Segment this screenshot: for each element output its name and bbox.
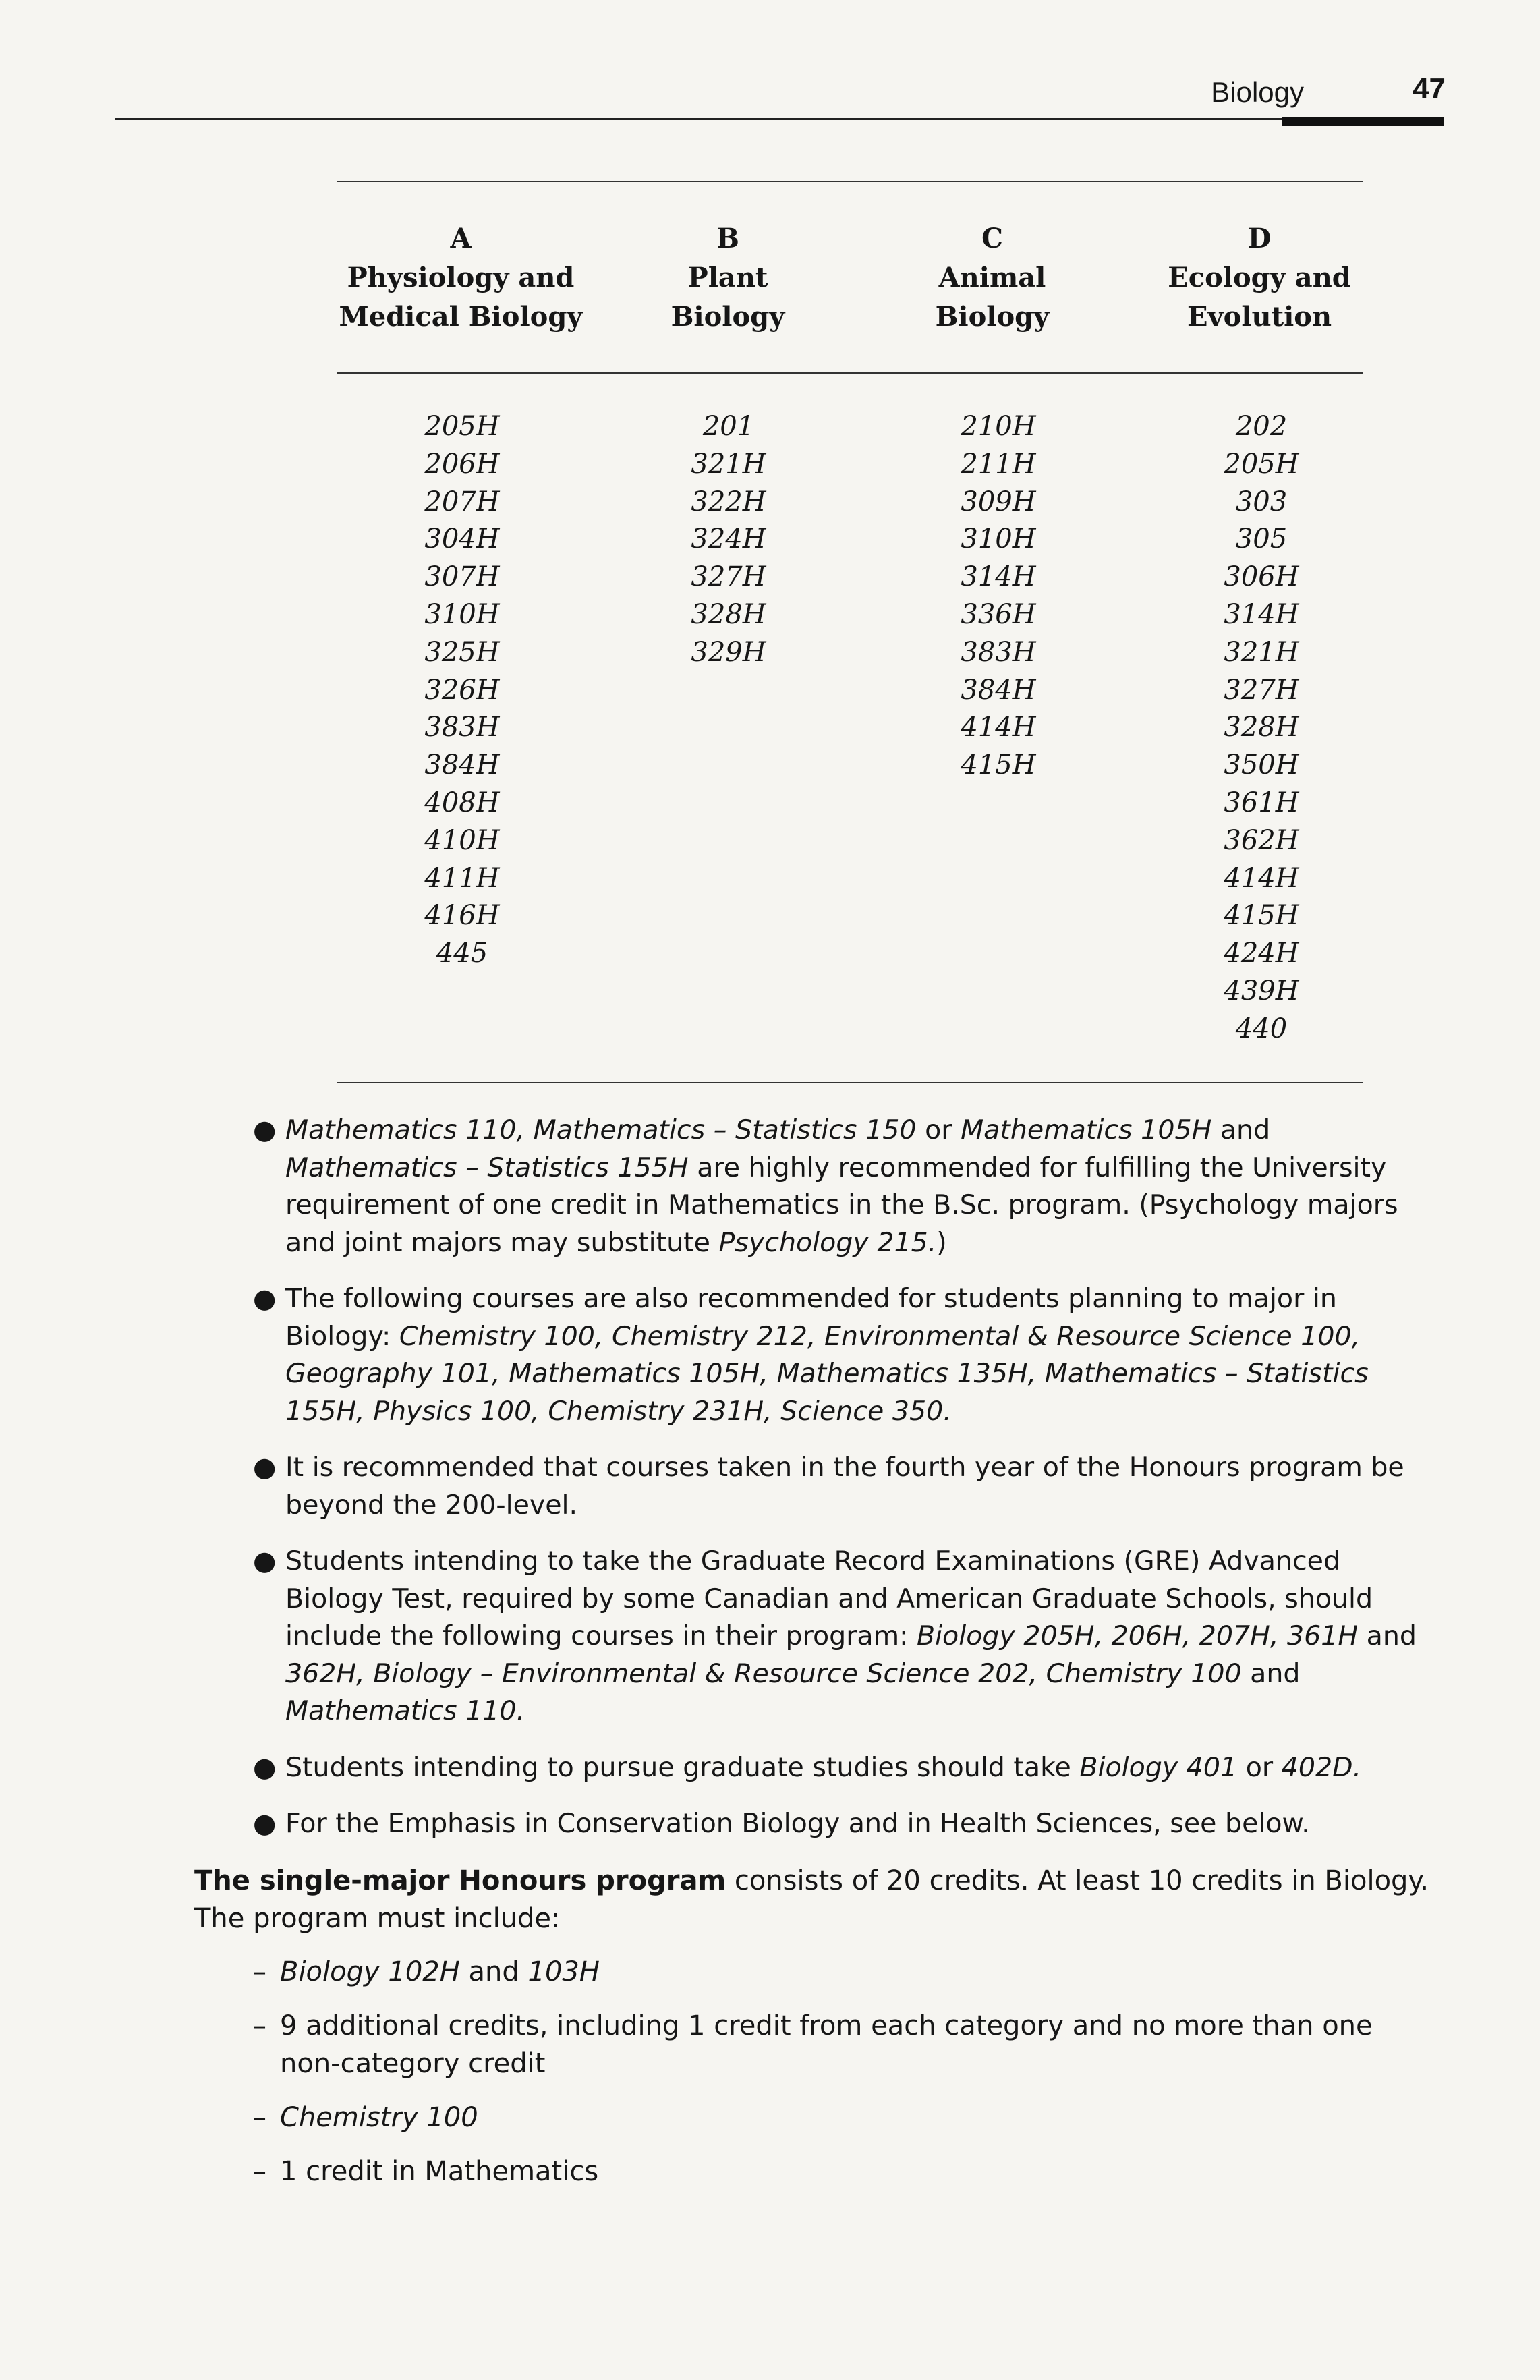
course-code: 440: [1235, 1013, 1288, 1044]
note-text: [285, 1808, 1310, 1839]
course-code: 307H: [424, 561, 500, 593]
column-c-courses: [897, 408, 1100, 785]
course-code: 414H: [1224, 862, 1299, 894]
text-run: ): [936, 1226, 947, 1258]
text-run: 103H: [527, 1956, 600, 1987]
note-text: [285, 1283, 1369, 1427]
note-item: [253, 1280, 1427, 1430]
course-code: 328H: [691, 598, 766, 630]
program-requirements: [253, 1953, 1440, 2207]
course-code: 211H: [961, 448, 1036, 480]
text-run: Mathematics 110.: [285, 1695, 525, 1726]
course-code: 445: [436, 938, 488, 969]
column-d-courses: [1160, 408, 1363, 1048]
text-run: Students intending to pursue graduate studies should take: [285, 1751, 1080, 1783]
bullet-icon: ●: [253, 1546, 277, 1577]
text-run: Students intending to take the Graduate Record Examinations (GRE) Advanced Biology Test, required by some Canadian and American Graduate Schools, should include the following courses in their program:: [285, 1546, 1373, 1651]
course-code: 384H: [424, 749, 500, 781]
requirement-text: [280, 1956, 600, 1987]
column-title-line: Medical Biology: [339, 301, 583, 333]
note-item: [253, 1749, 1427, 1787]
note-text: [285, 1752, 1361, 1783]
requirement-item: [253, 2153, 1440, 2190]
program-heading: The single-major Honours program: [194, 1865, 726, 1896]
requirement-item: [253, 1953, 1440, 1991]
course-code: 327H: [691, 561, 766, 593]
text-run: Biology 102H: [280, 1956, 460, 1987]
column-letter: B: [716, 223, 739, 254]
column-title-line: Biology: [935, 301, 1050, 333]
requirement-text: [280, 2156, 598, 2187]
note-item: [253, 1543, 1427, 1730]
course-code: 309H: [961, 486, 1036, 517]
text-run: For the Emphasis in Conservation Biology and in Health Sciences, see below.: [285, 1808, 1310, 1839]
column-letter: A: [450, 223, 472, 254]
course-code: 205H: [1224, 448, 1299, 480]
text-run: 362H, Biology – Environmental & Resource Science 202, Chemistry 100: [285, 1658, 1242, 1689]
column-letter: C: [981, 223, 1003, 254]
course-code: 329H: [691, 636, 766, 668]
page-header: [0, 64, 1540, 125]
course-code: 310H: [961, 523, 1036, 555]
column-title-line: Animal: [938, 262, 1046, 293]
course-code: 201: [702, 411, 755, 442]
column-a-header: [333, 219, 589, 337]
course-code: 314H: [1224, 598, 1299, 630]
program-description: consists of 20 credits. At least 10 credits in Biology. The program must include:: [194, 1865, 1429, 1934]
bullet-icon: ●: [253, 1114, 277, 1145]
column-title-line: Biology: [671, 301, 785, 333]
text-run: and: [1211, 1114, 1271, 1145]
text-run: 9 additional credits, including 1 credit from each category and no more than one non-category credit: [280, 2010, 1373, 2079]
course-code: 303: [1235, 486, 1288, 517]
column-d-header: [1131, 219, 1388, 337]
course-code: 305: [1235, 523, 1288, 555]
page-number: 47: [1413, 72, 1446, 105]
course-code: 304H: [424, 523, 500, 555]
column-c-header: [864, 219, 1120, 337]
course-code: 327H: [1224, 674, 1299, 706]
course-code: 416H: [424, 900, 500, 932]
text-run: Chemistry 100, Chemistry 212, Environmental & Resource Science 100, Geography 101, Mathematics 105H, Mathematics 135H, Mathematics – Statistics 155H, Physics 100, Chemistry 231H, Science 350.: [285, 1320, 1369, 1427]
text-run: Biology 401: [1079, 1751, 1238, 1783]
course-code: 326H: [424, 674, 500, 706]
text-run: 402D.: [1281, 1751, 1362, 1783]
course-code: 361H: [1224, 787, 1299, 818]
text-run: It is recommended that courses taken in the fourth year of the Honours program be beyond the 200-level.: [285, 1452, 1404, 1521]
running-head: Biology: [1211, 76, 1304, 108]
text-run: and: [1241, 1658, 1301, 1689]
course-code: 383H: [424, 712, 500, 743]
course-code: 322H: [691, 486, 766, 517]
bullet-icon: ●: [253, 1452, 277, 1483]
dash-marker: –: [253, 2102, 266, 2133]
bullet-icon: ●: [253, 1283, 277, 1314]
text-run: and: [459, 1956, 528, 1987]
course-code: 350H: [1224, 749, 1299, 781]
table-bottom-rule: [337, 1082, 1363, 1083]
course-code: 362H: [1224, 824, 1299, 856]
text-run: Mathematics 105H: [961, 1114, 1212, 1145]
column-b-courses: [627, 408, 830, 672]
note-item: [253, 1449, 1427, 1524]
table-header-rule: [337, 372, 1363, 374]
course-code: 414H: [961, 712, 1036, 743]
text-run: or: [1237, 1751, 1282, 1783]
column-a-courses: [361, 408, 563, 973]
dash-marker: –: [253, 2156, 266, 2187]
note-text: [285, 1546, 1417, 1726]
text-run: Psychology 215.: [718, 1226, 937, 1258]
bullet-icon: ●: [253, 1808, 277, 1839]
course-code: 314H: [961, 561, 1036, 593]
header-rule: [115, 118, 1444, 120]
text-run: The following courses are also recommended for students planning to major in Biology:: [285, 1283, 1337, 1352]
note-text: [285, 1452, 1404, 1521]
course-code: 411H: [424, 862, 500, 894]
note-item: [253, 1112, 1427, 1262]
course-code: 207H: [424, 486, 500, 517]
course-code: 408H: [424, 787, 500, 818]
column-title-line: Evolution: [1187, 301, 1332, 333]
header-rule-accent: [1282, 117, 1444, 126]
honours-program-paragraph: [194, 1862, 1449, 1937]
course-code: 439H: [1224, 975, 1299, 1007]
note-text: [285, 1114, 1398, 1258]
course-code: 206H: [424, 448, 500, 480]
requirement-text: [280, 2010, 1373, 2079]
course-code: 325H: [424, 636, 500, 668]
column-b-header: [600, 219, 856, 337]
course-code: 210H: [961, 411, 1036, 442]
course-code: 424H: [1224, 938, 1299, 969]
bullet-icon: ●: [253, 1751, 277, 1783]
text-run: Chemistry 100: [280, 2102, 478, 2133]
text-run: or: [916, 1114, 961, 1145]
course-code: 384H: [961, 674, 1036, 706]
recommendation-notes: [253, 1112, 1427, 1862]
table-top-rule: [337, 181, 1363, 182]
course-code: 306H: [1224, 561, 1299, 593]
requirement-item: [253, 2007, 1440, 2082]
course-code: 310H: [424, 598, 500, 630]
text-run: are highly recommended for fulfilling the University requirement of one credit in Mathematics in the B.Sc. program. (Psychology majors and joint majors may substitute: [285, 1152, 1398, 1258]
course-code: 328H: [1224, 712, 1299, 743]
course-code: 415H: [961, 749, 1036, 781]
column-title-line: Physiology and: [347, 262, 575, 293]
text-run: Biology 205H, 206H, 207H, 361H: [916, 1620, 1359, 1651]
course-code: 383H: [961, 636, 1036, 668]
course-code: 202: [1235, 411, 1288, 442]
requirement-text: [280, 2102, 478, 2133]
text-run: Mathematics 110, Mathematics – Statistics 150: [285, 1114, 917, 1145]
note-item: [253, 1805, 1427, 1843]
course-code: 324H: [691, 523, 766, 555]
course-code: 205H: [424, 411, 500, 442]
column-title-line: Plant: [687, 262, 768, 293]
course-code: 415H: [1224, 900, 1299, 932]
course-code: 321H: [1224, 636, 1299, 668]
column-letter: D: [1247, 223, 1272, 254]
course-code: 336H: [961, 598, 1036, 630]
column-title-line: Ecology and: [1168, 262, 1351, 293]
dash-marker: –: [253, 1956, 266, 1987]
requirement-item: [253, 2099, 1440, 2136]
course-code: 321H: [691, 448, 766, 480]
dash-marker: –: [253, 2010, 266, 2041]
course-code: 410H: [424, 824, 500, 856]
text-run: 1 credit in Mathematics: [280, 2156, 599, 2187]
text-run: and: [1358, 1620, 1417, 1651]
text-run: Mathematics – Statistics 155H: [285, 1152, 689, 1183]
